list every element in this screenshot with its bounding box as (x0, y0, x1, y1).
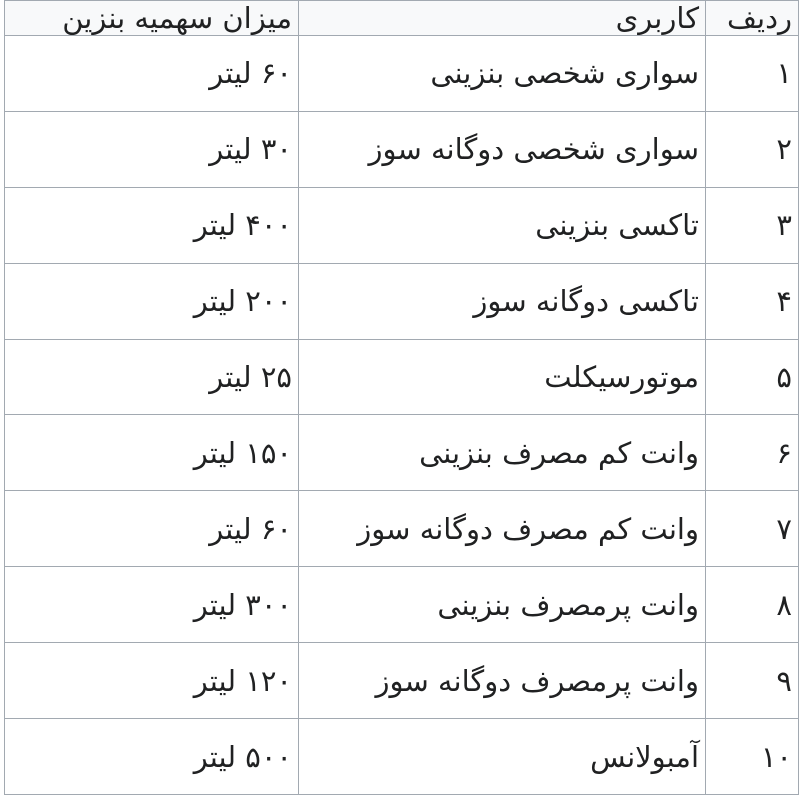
table-row (5, 339, 799, 415)
row-number-cell: ۲ (706, 111, 799, 187)
header-user-type: کاربری (299, 1, 706, 36)
user-type-cell: تاکسی بنزینی (299, 187, 706, 263)
table-header-row (5, 1, 799, 36)
user-type-cell: موتورسیکلت (299, 339, 706, 415)
fuel-quota-cell: ۱۲۰ لیتر (5, 643, 299, 719)
user-type-cell: وانت پرمصرف دوگانه سوز (299, 643, 706, 719)
row-number-cell: ۱۰ (706, 719, 799, 795)
table-row (5, 567, 799, 643)
user-type-cell: سواری شخصی دوگانه سوز (299, 111, 706, 187)
table-row (5, 263, 799, 339)
user-type-cell: وانت کم مصرف بنزینی (299, 415, 706, 491)
header-fuel-quota: میزان سهمیه بنزین (5, 1, 299, 36)
row-number-cell: ۸ (706, 567, 799, 643)
user-type-cell: وانت پرمصرف بنزینی (299, 567, 706, 643)
fuel-quota-cell: ۶۰ لیتر (5, 36, 299, 112)
fuel-quota-cell: ۵۰۰ لیتر (5, 719, 299, 795)
row-number-cell: ۳ (706, 187, 799, 263)
row-number-cell: ۶ (706, 415, 799, 491)
table-row (5, 187, 799, 263)
user-type-cell: سواری شخصی بنزینی (299, 36, 706, 112)
user-type-cell: آمبولانس (299, 719, 706, 795)
row-number-cell: ۵ (706, 339, 799, 415)
fuel-quota-cell: ۳۰۰ لیتر (5, 567, 299, 643)
row-number-cell: ۴ (706, 263, 799, 339)
row-number-cell: ۹ (706, 643, 799, 719)
table-row (5, 719, 799, 795)
row-number-cell: ۷ (706, 491, 799, 567)
fuel-quota-cell: ۲۰۰ لیتر (5, 263, 299, 339)
table-row (5, 36, 799, 112)
table-row (5, 111, 799, 187)
table-container (4, 0, 798, 795)
table-row (5, 491, 799, 567)
fuel-quota-table (4, 0, 799, 795)
fuel-quota-cell: ۱۵۰ لیتر (5, 415, 299, 491)
table-row (5, 415, 799, 491)
user-type-cell: تاکسی دوگانه سوز (299, 263, 706, 339)
header-row-number: ردیف (706, 1, 799, 36)
row-number-cell: ۱ (706, 36, 799, 112)
user-type-cell: وانت کم مصرف دوگانه سوز (299, 491, 706, 567)
fuel-quota-cell: ۶۰ لیتر (5, 491, 299, 567)
fuel-quota-cell: ۳۰ لیتر (5, 111, 299, 187)
fuel-quota-cell: ۴۰۰ لیتر (5, 187, 299, 263)
fuel-quota-cell: ۲۵ لیتر (5, 339, 299, 415)
table-row (5, 643, 799, 719)
